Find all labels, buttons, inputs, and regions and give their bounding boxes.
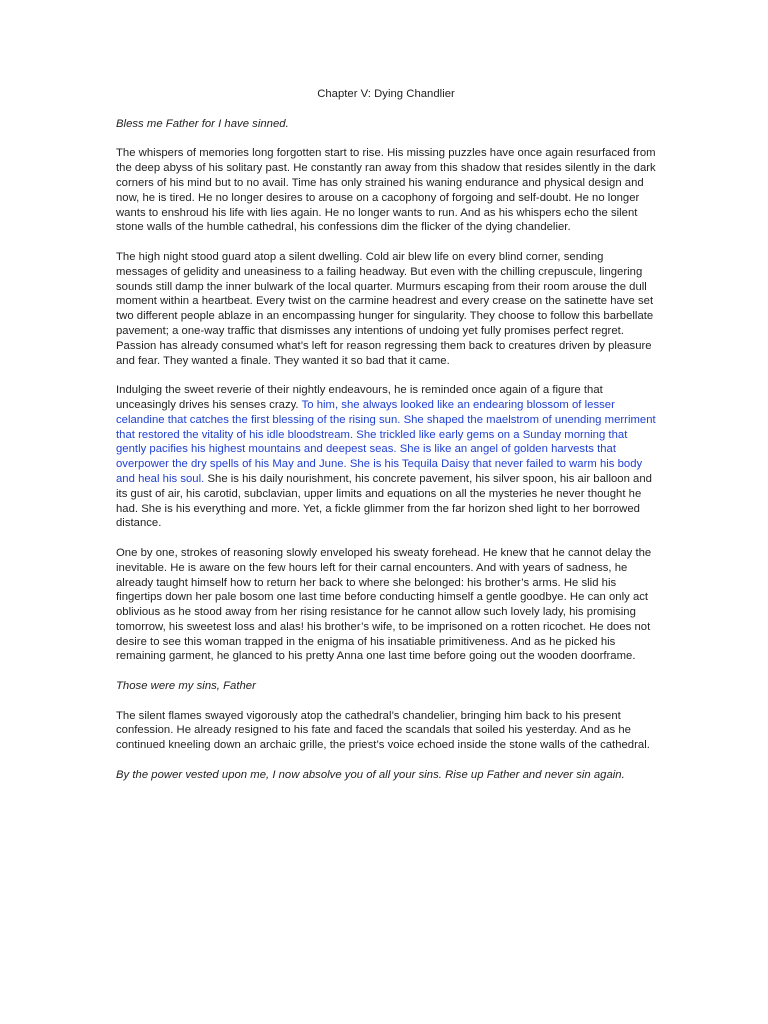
paragraph-3 xyxy=(116,383,656,531)
paragraph-2: The high night stood guard atop a silent dwelling. Cold air blew life on every blind corner, sending messages of gelidity and uneasiness to a failing headway. But even with the chilling crepuscule, lingering sounds still damp the inner bulwark of the local quarter. Murmurs escaping from their room arouse the dull moment within a heartbeat. Every twist on the carmine headrest and every crease on the satinette have set two different people ablaze in an encompassing hunger for singularity. They choose to follow this barbellate pavement; a one-way traffic that dismisses any intentions of undoing yet fully promises perfect regret. Passion has already consumed what’s left for reason regressing them back to creatures driven by pleasure and fear. They wanted a finale. They wanted it so bad that it came. xyxy=(116,250,654,367)
sins-line: Those were my sins, Father xyxy=(116,680,256,693)
closing-line: By the power vested upon me, I now absolve you of all your sins. Rise up Father and never sin again. xyxy=(116,768,625,781)
paragraph-1: The whispers of memories long forgotten start to rise. His missing puzzles have once again resurfaced from the deep abyss of his solitary past. He constantly ran away from this shadow that resides silently in the dark corners of his mind but to no avail. Time has only strained his waning endurance and physical design and now, he is tired. He no longer desires to arouse on a cacophony of forgoing and self-doubt. He no longer wants to enshroud his life with lies again. He no longer wants to run. And as his whispers echo the silent stone walls of the humble cathedral, his confessions dim the flicker of the dying chandelier. xyxy=(116,147,656,234)
paragraph-4: One by one, strokes of reasoning slowly enveloped his sweaty forehead. He knew that he cannot delay the inevitable. He is aware on the few hours left for their carnal encounters. And with years of sadness, he already taught himself how to return her back to where she belonged: his brother’s arms. He slid his fingertips down her pale bosom one last time before conducting himself a gentle goodbye. He can only act oblivious as he stood away from her rising resistance for he cannot allow such lovely lady, his promising tomorrow, his sweetest loss and alas! his brother’s wife, to be imprisoned on a rotten ricochet. He does not desire to see this woman trapped in the enigma of his insatiable primitiveness. And as he picked his remaining garment, he glanced to his pretty Anna one last time before going out the wooden doorframe. xyxy=(116,546,652,663)
document-page xyxy=(116,87,656,797)
paragraph-3-highlight: To him, she always looked like an endearing blossom of lesser celandine that catches the first blessing of the rising sun. She shaped the maelstrom of unending merriment that restored the vitality of his idle bloodstream. She trickled like early gems on a Sunday morning that gently pacifies his highest mountains and deepest seas. She is like an angel of golden harvests that overpower the dry spells of his May and June. She is his Tequila Daisy that never failed to warm his body and heal his soul. xyxy=(116,398,656,485)
opening-line: Bless me Father for I have sinned. xyxy=(116,117,289,130)
paragraph-5: The silent flames swayed vigorously atop the cathedral’s chandelier, bringing him back to his present confession. He already resigned to his fate and faced the scandals that soiled his yesterday. And as he continued kneeling down an archaic grille, the priest’s voice echoed inside the stone walls of the cathedral. xyxy=(116,709,650,752)
paragraph-3-start: Indulging the sweet reverie of their nightly endeavours, he is reminded once again of a figure that unceasingly drives his senses crazy. xyxy=(116,384,603,411)
chapter-title: Chapter V: Dying Chandlier xyxy=(317,88,455,100)
paragraph-3-end: She is his daily nourishment, his concrete pavement, his silver spoon, his air balloon and its gust of air, his carotid, subclavian, upper limits and equations on all the mysteries he never thought he had. She is his everything and more. Yet, a fickle glimmer from the far horizon shed light to her borrowed distance. xyxy=(116,472,652,530)
